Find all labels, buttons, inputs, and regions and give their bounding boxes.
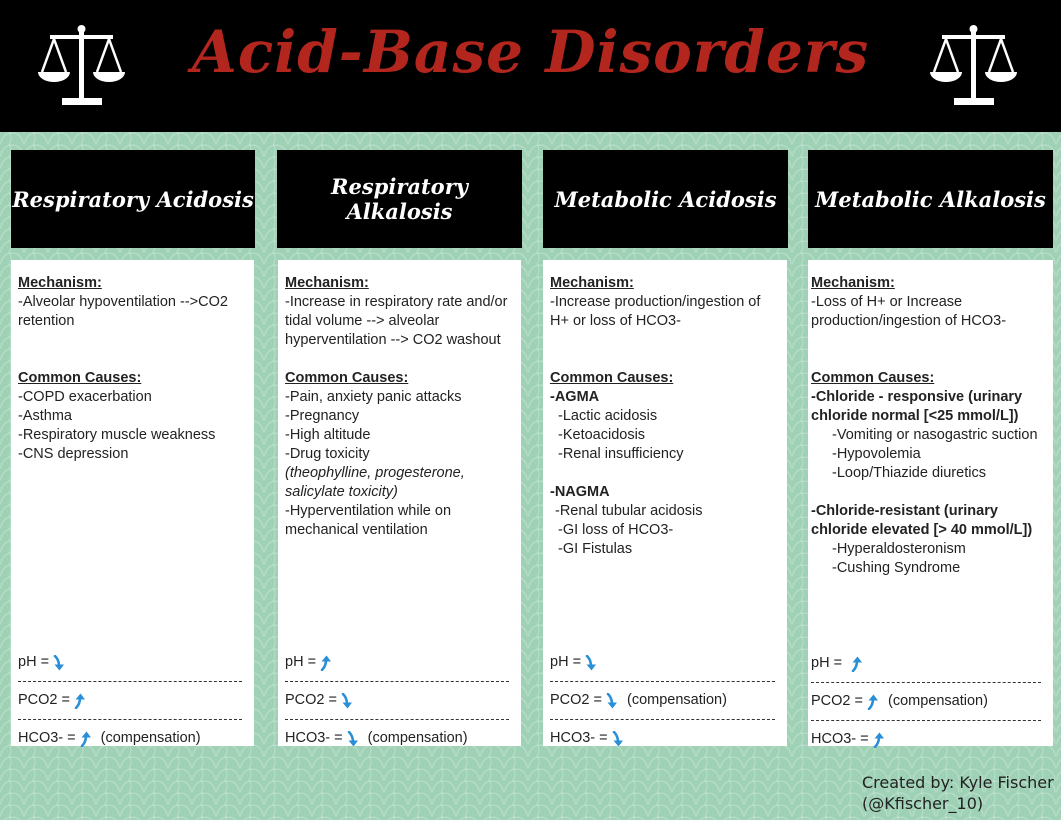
cause-item: -Lactic acidosis xyxy=(558,408,658,424)
mechanism-label: Mechanism: xyxy=(550,275,634,291)
arrow-up-icon xyxy=(319,655,333,671)
cause-item: -Asthma xyxy=(18,408,72,424)
lab-ph: pH = xyxy=(811,654,1041,673)
cause-item: -CNS depression xyxy=(18,446,129,462)
mechanism-line: hyperventilation --> CO2 washout xyxy=(285,332,501,348)
heading-respiratory-acidosis: Respiratory Acidosis xyxy=(11,150,255,248)
cause-item: -Respiratory muscle weakness xyxy=(18,427,216,443)
column-respiratory-acidosis xyxy=(11,260,254,746)
causes-label: Common Causes: xyxy=(811,370,935,386)
cause-item: -Renal tubular acidosis xyxy=(555,503,703,519)
scales-of-justice-icon xyxy=(928,22,1018,110)
column-metabolic-alkalosis xyxy=(808,260,1053,746)
cause-item: -GI Fistulas xyxy=(558,541,633,557)
lab-ph: pH = xyxy=(285,653,509,672)
cause-group-title: chloride elevated [> 40 mmol/L]) xyxy=(811,522,1033,538)
causes-label: Common Causes: xyxy=(550,370,674,386)
mechanism-line: -Increase in respiratory rate and/or xyxy=(285,294,508,310)
header-banner xyxy=(0,0,1061,132)
lab-pco2: PCO2 = (compensation) xyxy=(550,692,727,708)
lab-pco2: PCO2 = xyxy=(285,691,509,710)
lab-values xyxy=(811,654,1041,749)
cause-group-title: chloride normal [<25 mmol/L]) xyxy=(811,408,1019,424)
cause-item: -Cushing Syndrome xyxy=(832,560,961,576)
mechanism-label: Mechanism: xyxy=(811,275,895,291)
causes-label: Common Causes: xyxy=(285,370,409,386)
heading-metabolic-acidosis: Metabolic Acidosis xyxy=(543,150,788,248)
cause-item: -High altitude xyxy=(285,427,371,443)
cause-item: -Hyperventilation while on xyxy=(285,503,452,519)
causes-label: Common Causes: xyxy=(18,370,142,386)
arrow-up-icon xyxy=(73,693,87,709)
lab-hco3: HCO3- = (compensation) xyxy=(285,730,468,746)
mechanism-line: -Increase production/ingestion of xyxy=(550,294,761,310)
arrow-down-icon xyxy=(584,655,598,671)
arrow-down-icon xyxy=(340,693,354,709)
arrow-up-icon xyxy=(850,656,864,672)
cause-group-title: -NAGMA xyxy=(550,484,610,500)
lab-values xyxy=(285,653,509,748)
arrow-up-icon xyxy=(79,731,93,747)
lab-pco2: PCO2 = (compensation) xyxy=(811,693,988,709)
page-title: Acid-Base Disorders xyxy=(191,18,870,86)
column-respiratory-alkalosis xyxy=(278,260,521,746)
lab-values xyxy=(18,653,242,748)
cause-note: (theophylline, progesterone, xyxy=(285,465,465,481)
arrow-down-icon xyxy=(611,731,625,747)
cause-item: -Hyperaldosteronism xyxy=(832,541,966,557)
heading-respiratory-alkalosis: Respiratory Alkalosis xyxy=(277,150,522,248)
mechanism-line: H+ or loss of HCO3- xyxy=(550,313,681,329)
lab-hco3: HCO3- = xyxy=(550,729,775,748)
arrow-down-icon xyxy=(605,693,619,709)
arrow-down-icon xyxy=(52,655,66,671)
mechanism-line: -Alveolar hypoventilation -->CO2 xyxy=(18,294,228,310)
cause-item: -Pregnancy xyxy=(285,408,360,424)
cause-item: -Renal insufficiency xyxy=(558,446,684,462)
arrow-down-icon xyxy=(346,731,360,747)
lab-ph: pH = xyxy=(18,653,242,672)
mechanism-line: retention xyxy=(18,313,75,329)
cause-item: -Pain, anxiety panic attacks xyxy=(285,389,462,405)
cause-item: -Ketoacidosis xyxy=(558,427,646,443)
cause-group-title: -AGMA xyxy=(550,389,600,405)
heading-metabolic-alkalosis: Metabolic Alkalosis xyxy=(808,150,1053,248)
lab-values xyxy=(550,653,775,748)
cause-group-title: -Chloride-resistant (urinary xyxy=(811,503,998,519)
cause-note: salicylate toxicity) xyxy=(285,484,398,500)
cause-item: -Loop/Thiazide diuretics xyxy=(832,465,986,481)
cause-item: mechanical ventilation xyxy=(285,522,428,538)
cause-group-title: -Chloride - responsive (urinary xyxy=(811,389,1023,405)
author-credit xyxy=(862,772,1054,814)
mechanism-line: production/ingestion of HCO3- xyxy=(811,313,1007,329)
lab-ph: pH = xyxy=(550,653,775,672)
arrow-up-icon xyxy=(866,694,880,710)
lab-hco3: HCO3- = xyxy=(811,730,1041,749)
arrow-up-icon xyxy=(872,732,886,748)
lab-hco3: HCO3- = (compensation) xyxy=(18,730,201,746)
mechanism-label: Mechanism: xyxy=(18,275,102,291)
cause-item: -Hypovolemia xyxy=(832,446,921,462)
cause-item: -Vomiting or nasogastric suction xyxy=(832,427,1038,443)
column-metabolic-acidosis xyxy=(543,260,787,746)
mechanism-line: tidal volume --> alveolar xyxy=(285,313,440,329)
mechanism-label: Mechanism: xyxy=(285,275,369,291)
lab-pco2: PCO2 = xyxy=(18,691,242,710)
cause-item: -GI loss of HCO3- xyxy=(558,522,674,538)
credit-handle: (@Kfischer_10) xyxy=(862,794,984,813)
mechanism-line: -Loss of H+ or Increase xyxy=(811,294,963,310)
cause-item: -Drug toxicity xyxy=(285,446,370,462)
credit-line: Created by: Kyle Fischer xyxy=(862,773,1054,792)
cause-item: -COPD exacerbation xyxy=(18,389,152,405)
